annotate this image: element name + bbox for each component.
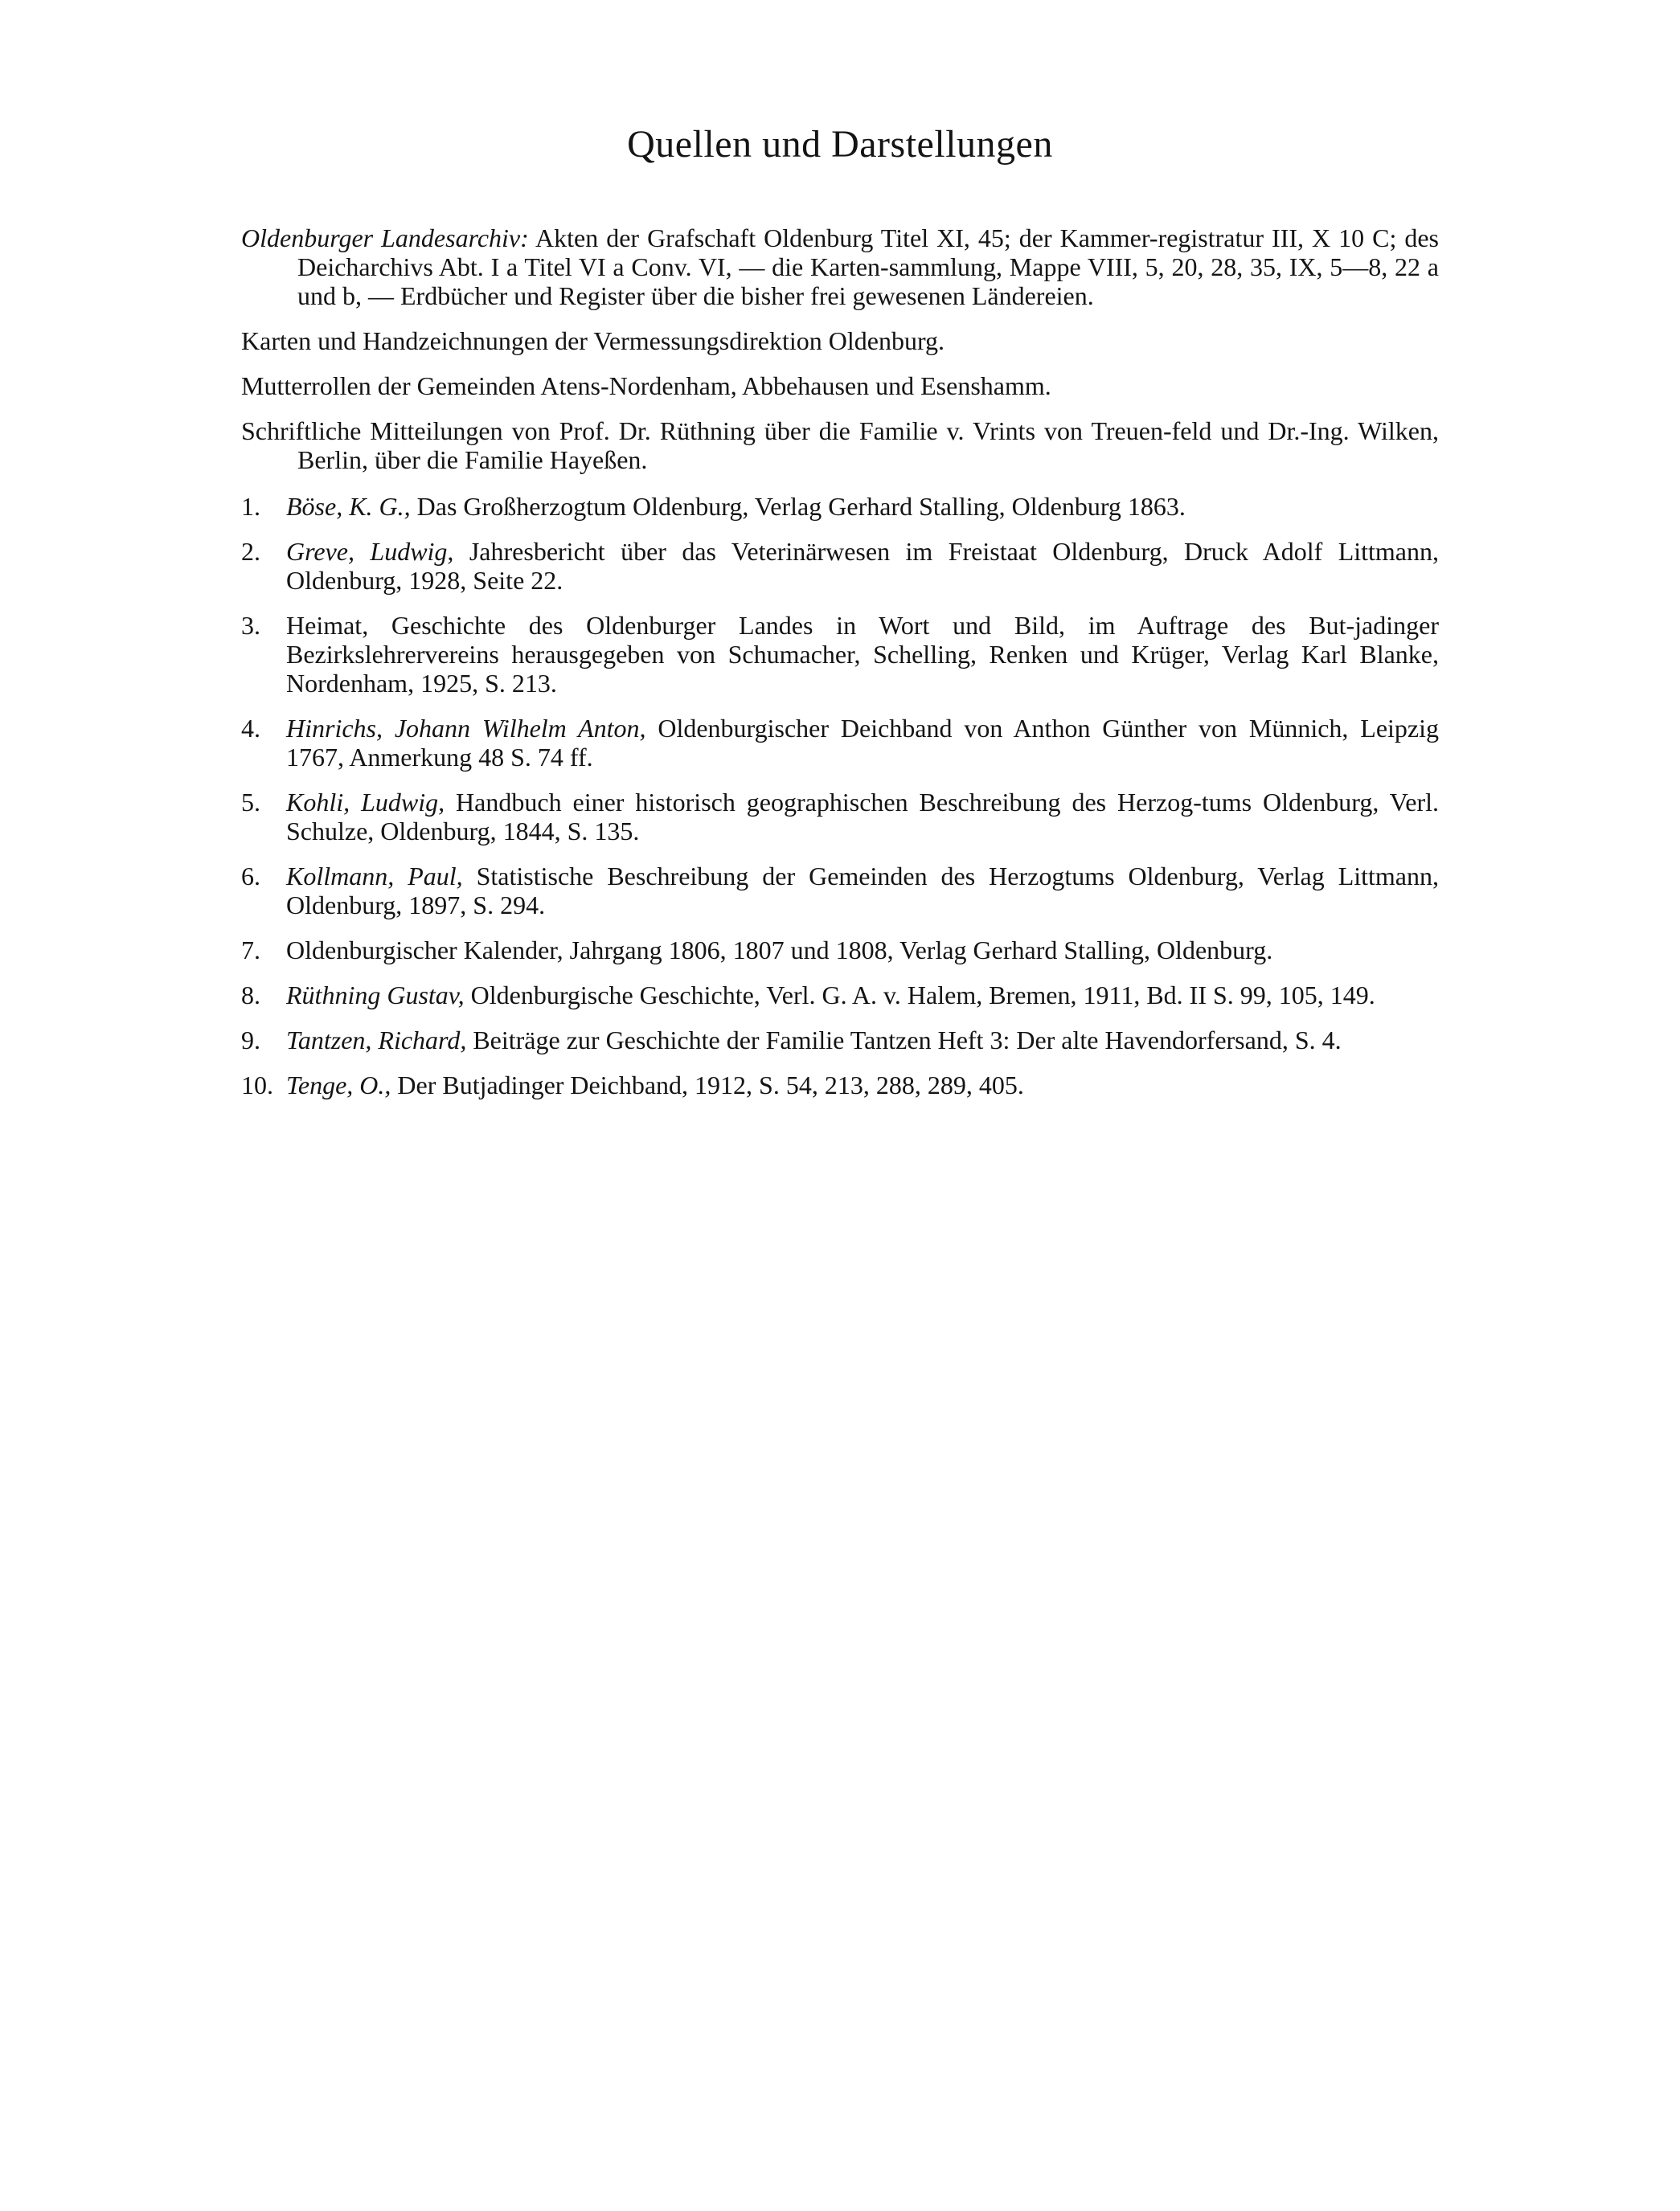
reference-text [286,1071,1439,1099]
reference-author: Greve, Ludwig, [286,537,454,566]
reference-author: Tantzen, Richard, [286,1026,467,1054]
reference-details: Oldenburgischer Kalender, Jahrgang 1806, 1807 und 1808, Verlag Gerhard Stalling, Oldenburg. [286,936,1273,964]
reference-text [286,492,1439,521]
reference-details: Der Butjadinger Deichband, 1912, S. 54, 213, 288, 289, 405. [391,1071,1024,1099]
reference-text [286,981,1439,1009]
reference-item [241,862,1439,919]
reference-number: 8. [241,981,260,1009]
reference-text [286,862,1439,919]
reference-details: Das Großherzogtum Oldenburg, Verlag Gerhard Stalling, Oldenburg 1863. [410,492,1186,521]
reference-item [241,537,1439,595]
reference-details: Jahresbericht über das Veterinärwesen im Freistaat Oldenburg, Druck Adolf Littmann, Oldenburg, 1928, Seite 22. [286,537,1440,595]
reference-number: 3. [241,611,260,640]
reference-number: 10. [241,1071,273,1099]
reference-text [286,537,1439,595]
source-archive-text: Akten der Grafschaft Oldenburg Titel XI, 45; der Kammer-registratur III, X 10 C; des Deicharchivs Abt. I a Titel VI a Conv. VI, — die Karten-sammlung, Mappe VIII, 5, 20, 28, 35, IX, 5—8, 22 a und b, — Erdbücher und Register über die bisher frei gewesenen Ländereien. [297,223,1440,310]
reference-author: Kohli, Ludwig, [286,788,445,817]
reference-text [286,714,1439,772]
reference-number: 9. [241,1026,260,1054]
reference-details: Oldenburgischer Deichband von Anthon Günther von Münnich, Leipzig 1767, Anmerkung 48 S. 74 ff. [286,714,1440,772]
source-archive-italic: Oldenburger Landesarchiv: [241,223,529,252]
source-entry-rolls [241,371,1439,400]
reference-item [241,1071,1439,1099]
reference-item [241,492,1439,521]
reference-text [286,788,1439,846]
reference-author: Rüthning Gustav, [286,981,465,1009]
reference-number: 2. [241,537,260,566]
reference-text [286,1026,1439,1054]
reference-number: 6. [241,862,260,891]
reference-details: Heimat, Geschichte des Oldenburger Landes in Wort und Bild, im Auftrage des But-jadinger Bezirkslehrervereins herausgegeben von Schumacher, Schelling, Renken und Krüger, Verlag Karl Blanke, Nordenham, 1925, S. 213. [286,611,1439,698]
source-entry-archive [241,223,1439,310]
reference-number: 7. [241,936,260,964]
reference-number: 4. [241,714,260,743]
reference-item [241,1026,1439,1054]
reference-item [241,981,1439,1009]
reference-details: Handbuch einer historisch geographischen Beschreibung des Herzog-tums Oldenburg, Verl. Schulze, Oldenburg, 1844, S. 135. [286,788,1440,846]
reference-author: Hinrichs, Johann Wilhelm Anton, [286,714,646,743]
reference-details: Statistische Beschreibung der Gemeinden des Herzogtums Oldenburg, Verlag Littmann, Oldenburg, 1897, S. 294. [286,862,1440,919]
source-entry-maps [241,326,1439,355]
source-letters-text: Schriftliche Mitteilungen von Prof. Dr. Rüthning über die Familie v. Vrints von Treuen-feld und Dr.-Ing. Wilken, Berlin, über die Familie Hayeßen. [241,416,1439,474]
reference-author: Tenge, O., [286,1071,391,1099]
reference-details: Beiträge zur Geschichte der Familie Tantzen Heft 3: Der alte Havendorfersand, S. 4. [466,1026,1342,1054]
reference-item [241,936,1439,964]
source-maps-text: Karten und Handzeichnungen der Vermessungsdirektion Oldenburg. [241,326,945,355]
page-title: Quellen und Darstellungen [627,123,1053,166]
bibliography [241,223,1439,1116]
reference-number: 1. [241,492,260,521]
reference-number: 5. [241,788,260,817]
reference-item [241,788,1439,846]
reference-item [241,611,1439,698]
reference-author: Kollmann, Paul, [286,862,463,891]
source-rolls-text: Mutterrollen der Gemeinden Atens-Nordenham, Abbehausen und Esenshamm. [241,371,1051,400]
source-entry-letters [241,416,1439,474]
reference-author: Böse, K. G., [286,492,411,521]
reference-text [286,611,1439,698]
reference-text [286,936,1439,964]
reference-details: Oldenburgische Geschichte, Verl. G. A. v. Halem, Bremen, 1911, Bd. II S. 99, 105, 149. [464,981,1375,1009]
reference-item [241,714,1439,772]
